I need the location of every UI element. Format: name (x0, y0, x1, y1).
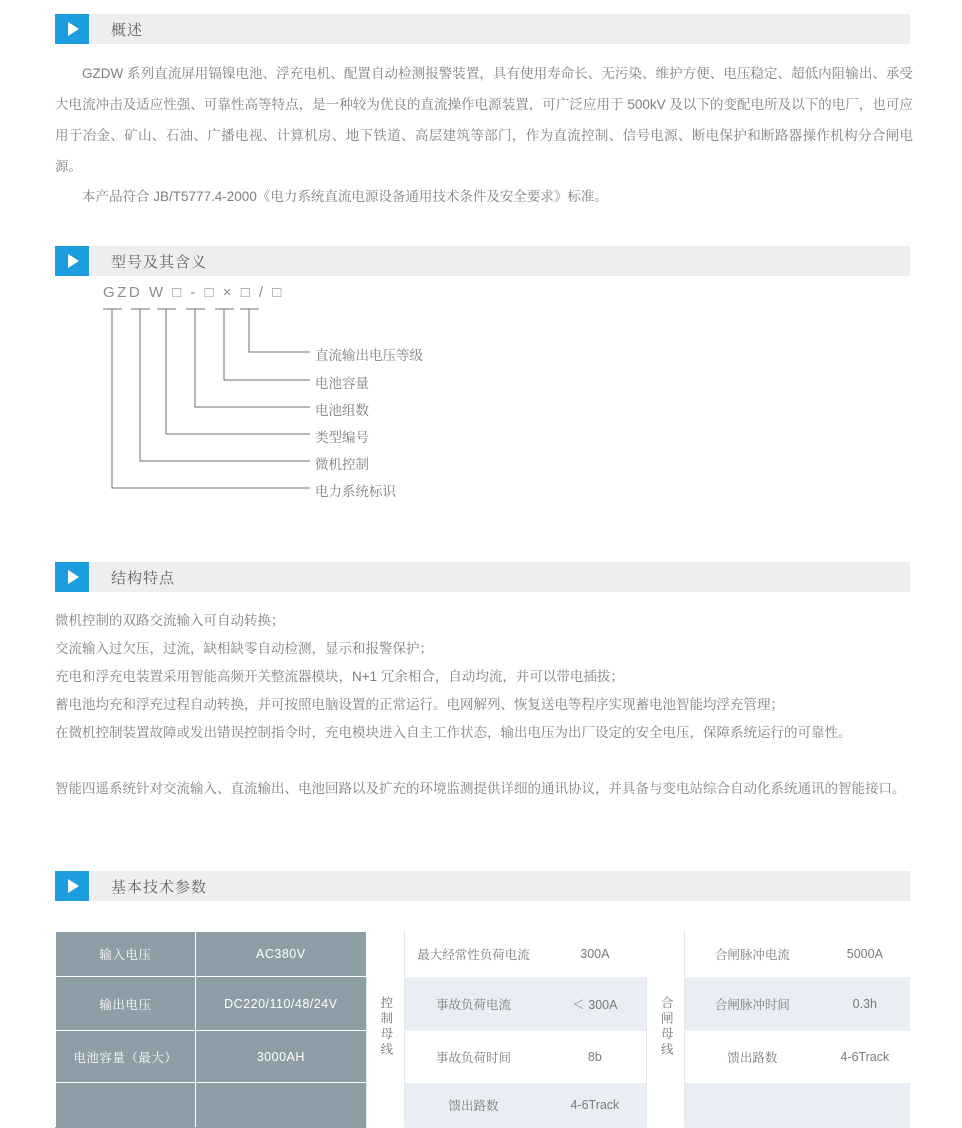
structure-line-2: 充电和浮充电装置采用智能高频开关整流器模块，N+1 冗余相合，自动均流，并可以带电插拔； (55, 669, 624, 684)
cell-control-bus-label: 控制母线 (366, 932, 404, 1128)
cell-close-2-value: 4-6Track (820, 1031, 909, 1083)
cell-ctrl-1-label: 事故负荷电流 (404, 977, 543, 1031)
play-triangle-icon (55, 246, 89, 276)
cell-ctrl-3-label: 馈出路数 (404, 1083, 543, 1128)
cell-ctrl-0-label: 最大经常性负荷电流 (404, 932, 543, 977)
cell-battery-capacity-label: 电池容量（最大） (56, 1031, 196, 1083)
cell-output-voltage-label: 输出电压 (56, 977, 196, 1031)
cell-ctrl-3-value: 4-6Track (543, 1083, 647, 1128)
section-title-model: 型号及其含义 (111, 253, 208, 271)
cell-ctrl-2-value: 8b (543, 1031, 647, 1083)
structure-line-4: 在微机控制装置故障或发出错误控制指令时，充电模块进入自主工作状态，输出电压为出厂设定的安全电压，保障系统运行的可靠性。 (55, 725, 852, 740)
cell-close-3-label (685, 1083, 821, 1128)
cell-close-bus-label: 合闸母线 (647, 932, 685, 1128)
play-triangle-icon (55, 871, 89, 901)
cell-ctrl-0-value: 300A (543, 932, 647, 977)
overview-paragraph-2: 本产品符合 JB/T5777.4-2000《电力系统直流电源设备通用技术条件及安全要求》标准。 (82, 189, 608, 204)
table-row (56, 1083, 910, 1128)
cell-close-0-value: 5000A (820, 932, 909, 977)
model-label-2: 电池组数 (315, 403, 369, 418)
model-label-0: 直流输出电压等级 (315, 348, 423, 363)
model-label-3: 类型编号 (315, 430, 369, 445)
cell-close-1-label: 合闸脉冲时间 (685, 977, 821, 1031)
section-title-structure: 结构特点 (111, 569, 176, 587)
model-label-5: 电力系统标识 (315, 484, 396, 499)
cell-left-spacer-label (56, 1083, 196, 1128)
cell-ctrl-1-value: ＜ 300A (543, 977, 647, 1031)
cell-input-voltage-value: AC380V (195, 932, 366, 977)
overview-paragraph-1: GZDW 系列直流屏用镉镍电池、浮充电机、配置自动检测报警装置，具有使用寿命长、无污染、维护方便、电压稳定、超低内阻输出、承受大电流冲击及适应性强、可靠性高等特点，是一种较为优良的直流操作电源装置，可广泛应用于 500kV 及以下的变配电所及以下的电厂，也可应用于冶金、矿山、石油、广播电视、计算机房、地下铁道、高层建筑等部门，作为直流控制、信号电源、断电保护和断路器操作机构分合闸电源。 (55, 66, 913, 174)
cell-input-voltage-label: 输入电压 (56, 932, 196, 977)
specs-table (55, 931, 910, 1128)
section-header-specs (55, 871, 910, 901)
cell-close-1-value: 0.3h (820, 977, 909, 1031)
cell-left-spacer-value (195, 1083, 366, 1128)
play-triangle-icon (55, 14, 89, 44)
cell-output-voltage-value: DC220/110/48/24V (195, 977, 366, 1031)
table-row (56, 932, 910, 977)
section-title-overview: 概述 (111, 21, 144, 39)
model-label-4: 微机控制 (315, 457, 369, 472)
section-title-specs: 基本技术参数 (111, 878, 208, 896)
cell-close-3-value (820, 1083, 909, 1128)
structure-line-1: 交流输入过欠压，过流，缺相缺零自动检测，显示和报警保护； (55, 641, 433, 656)
table-row (56, 977, 910, 1031)
play-triangle-icon (55, 562, 89, 592)
section-header-overview (55, 14, 910, 44)
cell-battery-capacity-value: 3000AH (195, 1031, 366, 1083)
model-label-1: 电池容量 (315, 376, 369, 391)
structure-line-3: 蓄电池均充和浮充过程自动转换，并可按照电脑设置的正常运行。电网解列、恢复送电等程序实现蓄电池智能均浮充管理； (55, 697, 784, 712)
structure-line-0: 微机控制的双路交流输入可自动转换； (55, 613, 285, 628)
structure-line-5: 智能四遥系统针对交流输入、直流输出、电池回路以及扩充的环境监测提供详细的通讯协议，并具备与变电站综合自动化系统通讯的智能接口。 (55, 781, 906, 796)
model-code-string: GZD W □ - □ × □ / □ (103, 284, 284, 301)
cell-close-0-label: 合闸脉冲电流 (685, 932, 821, 977)
section-header-structure (55, 562, 910, 592)
cell-close-2-label: 馈出路数 (685, 1031, 821, 1083)
table-row (56, 1031, 910, 1083)
cell-ctrl-2-label: 事故负荷时间 (404, 1031, 543, 1083)
section-header-model (55, 246, 910, 276)
